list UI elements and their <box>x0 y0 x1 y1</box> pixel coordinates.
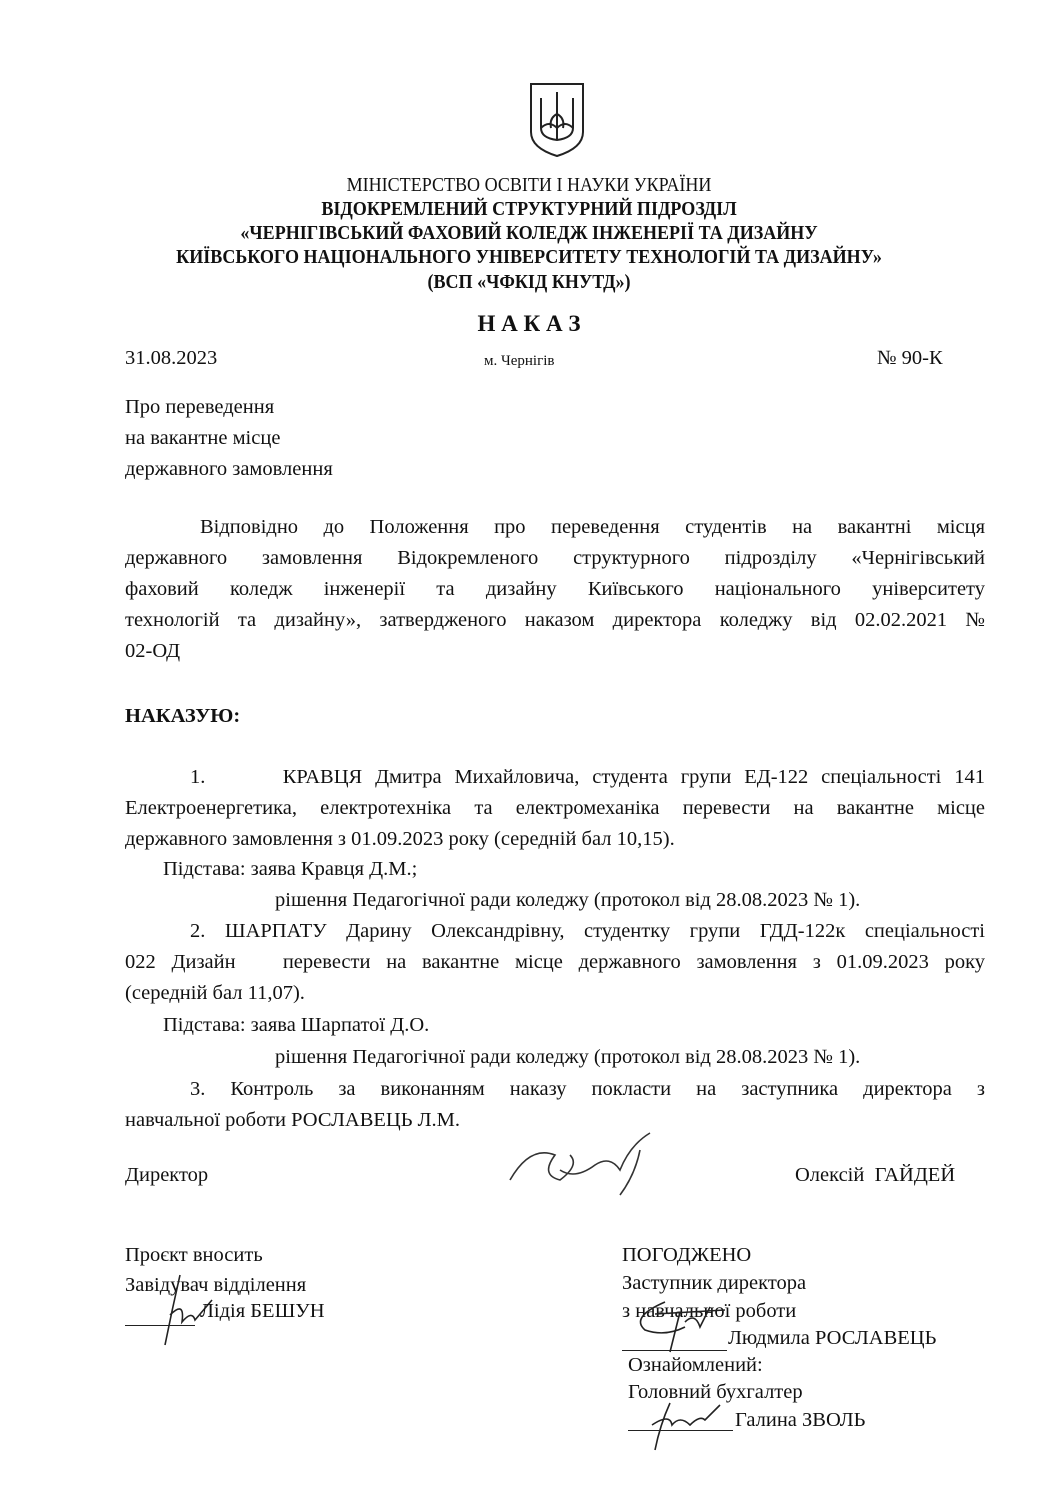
preamble-line: 02-ОД <box>125 640 181 662</box>
org-abbreviation: (ВСП «ЧФКІД КНУТД») <box>427 271 631 293</box>
document-city: м. Чернігів <box>484 353 555 369</box>
department-head-name: Лідія БЕШУН <box>200 1300 325 1322</box>
item-2-basis: Підстава: заява Шарпатої Д.О. <box>163 1014 430 1036</box>
document-date: 31.08.2023 <box>125 347 218 369</box>
project-submitted-label: Проєкт вносить <box>125 1244 263 1266</box>
department-head-label: Завідувач відділення <box>125 1274 307 1296</box>
document-number: № 90-К <box>877 347 943 369</box>
item-1-basis: Підстава: заява Кравця Д.М.; <box>163 858 418 880</box>
deputy-director-label: Заступник директора <box>622 1272 807 1294</box>
item-2-basis-decision: рішення Педагогічної ради коледжу (протокол від 28.08.2023 № 1). <box>275 1046 861 1068</box>
item-1-line: 1. КРАВЦЯ Дмитра Михайловича, студента групи ЕД-122 спеціальності 141 <box>190 766 985 788</box>
chief-accountant-label: Головний бухгалтер <box>628 1381 803 1403</box>
item-2-line: (середній бал 11,07). <box>125 982 305 1004</box>
item-3-line: 3. Контроль за виконанням наказу покласти на заступника директора з <box>190 1078 985 1100</box>
signatory-name: Олексій ГАЙДЕЙ <box>795 1164 956 1186</box>
org-name-line3: КИЇВСЬКОГО НАЦІОНАЛЬНОГО УНІВЕРСИТЕТУ ТЕХНОЛОГІЙ ТА ДИЗАЙНУ» <box>176 246 882 268</box>
subject-line: державного замовлення <box>125 458 333 480</box>
item-1-line: Електроенергетика, електротехніка та електромеханіка перевести на вакантне місце <box>125 797 985 819</box>
subject-line: на вакантне місце <box>125 427 281 449</box>
approved-label: ПОГОДЖЕНО <box>622 1244 752 1266</box>
director-signature <box>500 1125 670 1200</box>
org-name-line2: «ЧЕРНІГІВСЬКИЙ ФАХОВИЙ КОЛЕДЖ ІНЖЕНЕРІЇ ТА ДИЗАЙНУ <box>240 222 818 244</box>
preamble-line: державного замовлення Відокремленого структурного підрозділу «Чернігівський <box>125 547 985 569</box>
order-word: НАКАЗУЮ: <box>125 705 241 727</box>
preamble-line: технологій та дизайну», затвердженого наказом директора коледжу від 02.02.2021 № <box>125 609 985 631</box>
chief-accountant-signature <box>640 1395 730 1455</box>
ukraine-trident-emblem-icon <box>527 80 587 160</box>
deputy-director-name: Людмила РОСЛАВЕЦЬ <box>728 1327 937 1349</box>
academic-work-label: з навчальної роботи <box>622 1300 797 1322</box>
item-2-line: 2. ШАРПАТУ Дарину Олександрівну, студентку групи ГДД-122к спеціальності <box>190 920 985 942</box>
item-1-line: державного замовлення з 01.09.2023 року (середній бал 10,15). <box>125 828 675 850</box>
deputy-director-signature <box>625 1292 730 1357</box>
ministry-name: МІНІСТЕРСТВО ОСВІТИ І НАУКИ УКРАЇНИ <box>346 174 712 196</box>
item-2-line: 022 Дизайн перевести на вакантне місце державного замовлення з 01.09.2023 року <box>125 951 985 973</box>
document-title: Н А К А З <box>477 311 581 336</box>
acknowledged-label: Ознайомлений: <box>628 1354 763 1376</box>
item-1-basis-decision: рішення Педагогічної ради коледжу (протокол від 28.08.2023 № 1). <box>275 889 861 911</box>
preamble-line: фаховий коледж інженерії та дизайну Київського національного університету <box>125 578 985 600</box>
chief-accountant-name: Галина ЗВОЛЬ <box>735 1409 866 1431</box>
signatory-position: Директор <box>125 1164 209 1186</box>
org-name-line1: ВІДОКРЕМЛЕНИЙ СТРУКТУРНИЙ ПІДРОЗДІЛ <box>321 198 737 220</box>
subject-line: Про переведення <box>125 396 275 418</box>
preamble-line: Відповідно до Положення про переведення студентів на вакантні місця <box>200 516 985 538</box>
item-3-line: навчальної роботи РОСЛАВЕЦЬ Л.М. <box>125 1109 460 1131</box>
